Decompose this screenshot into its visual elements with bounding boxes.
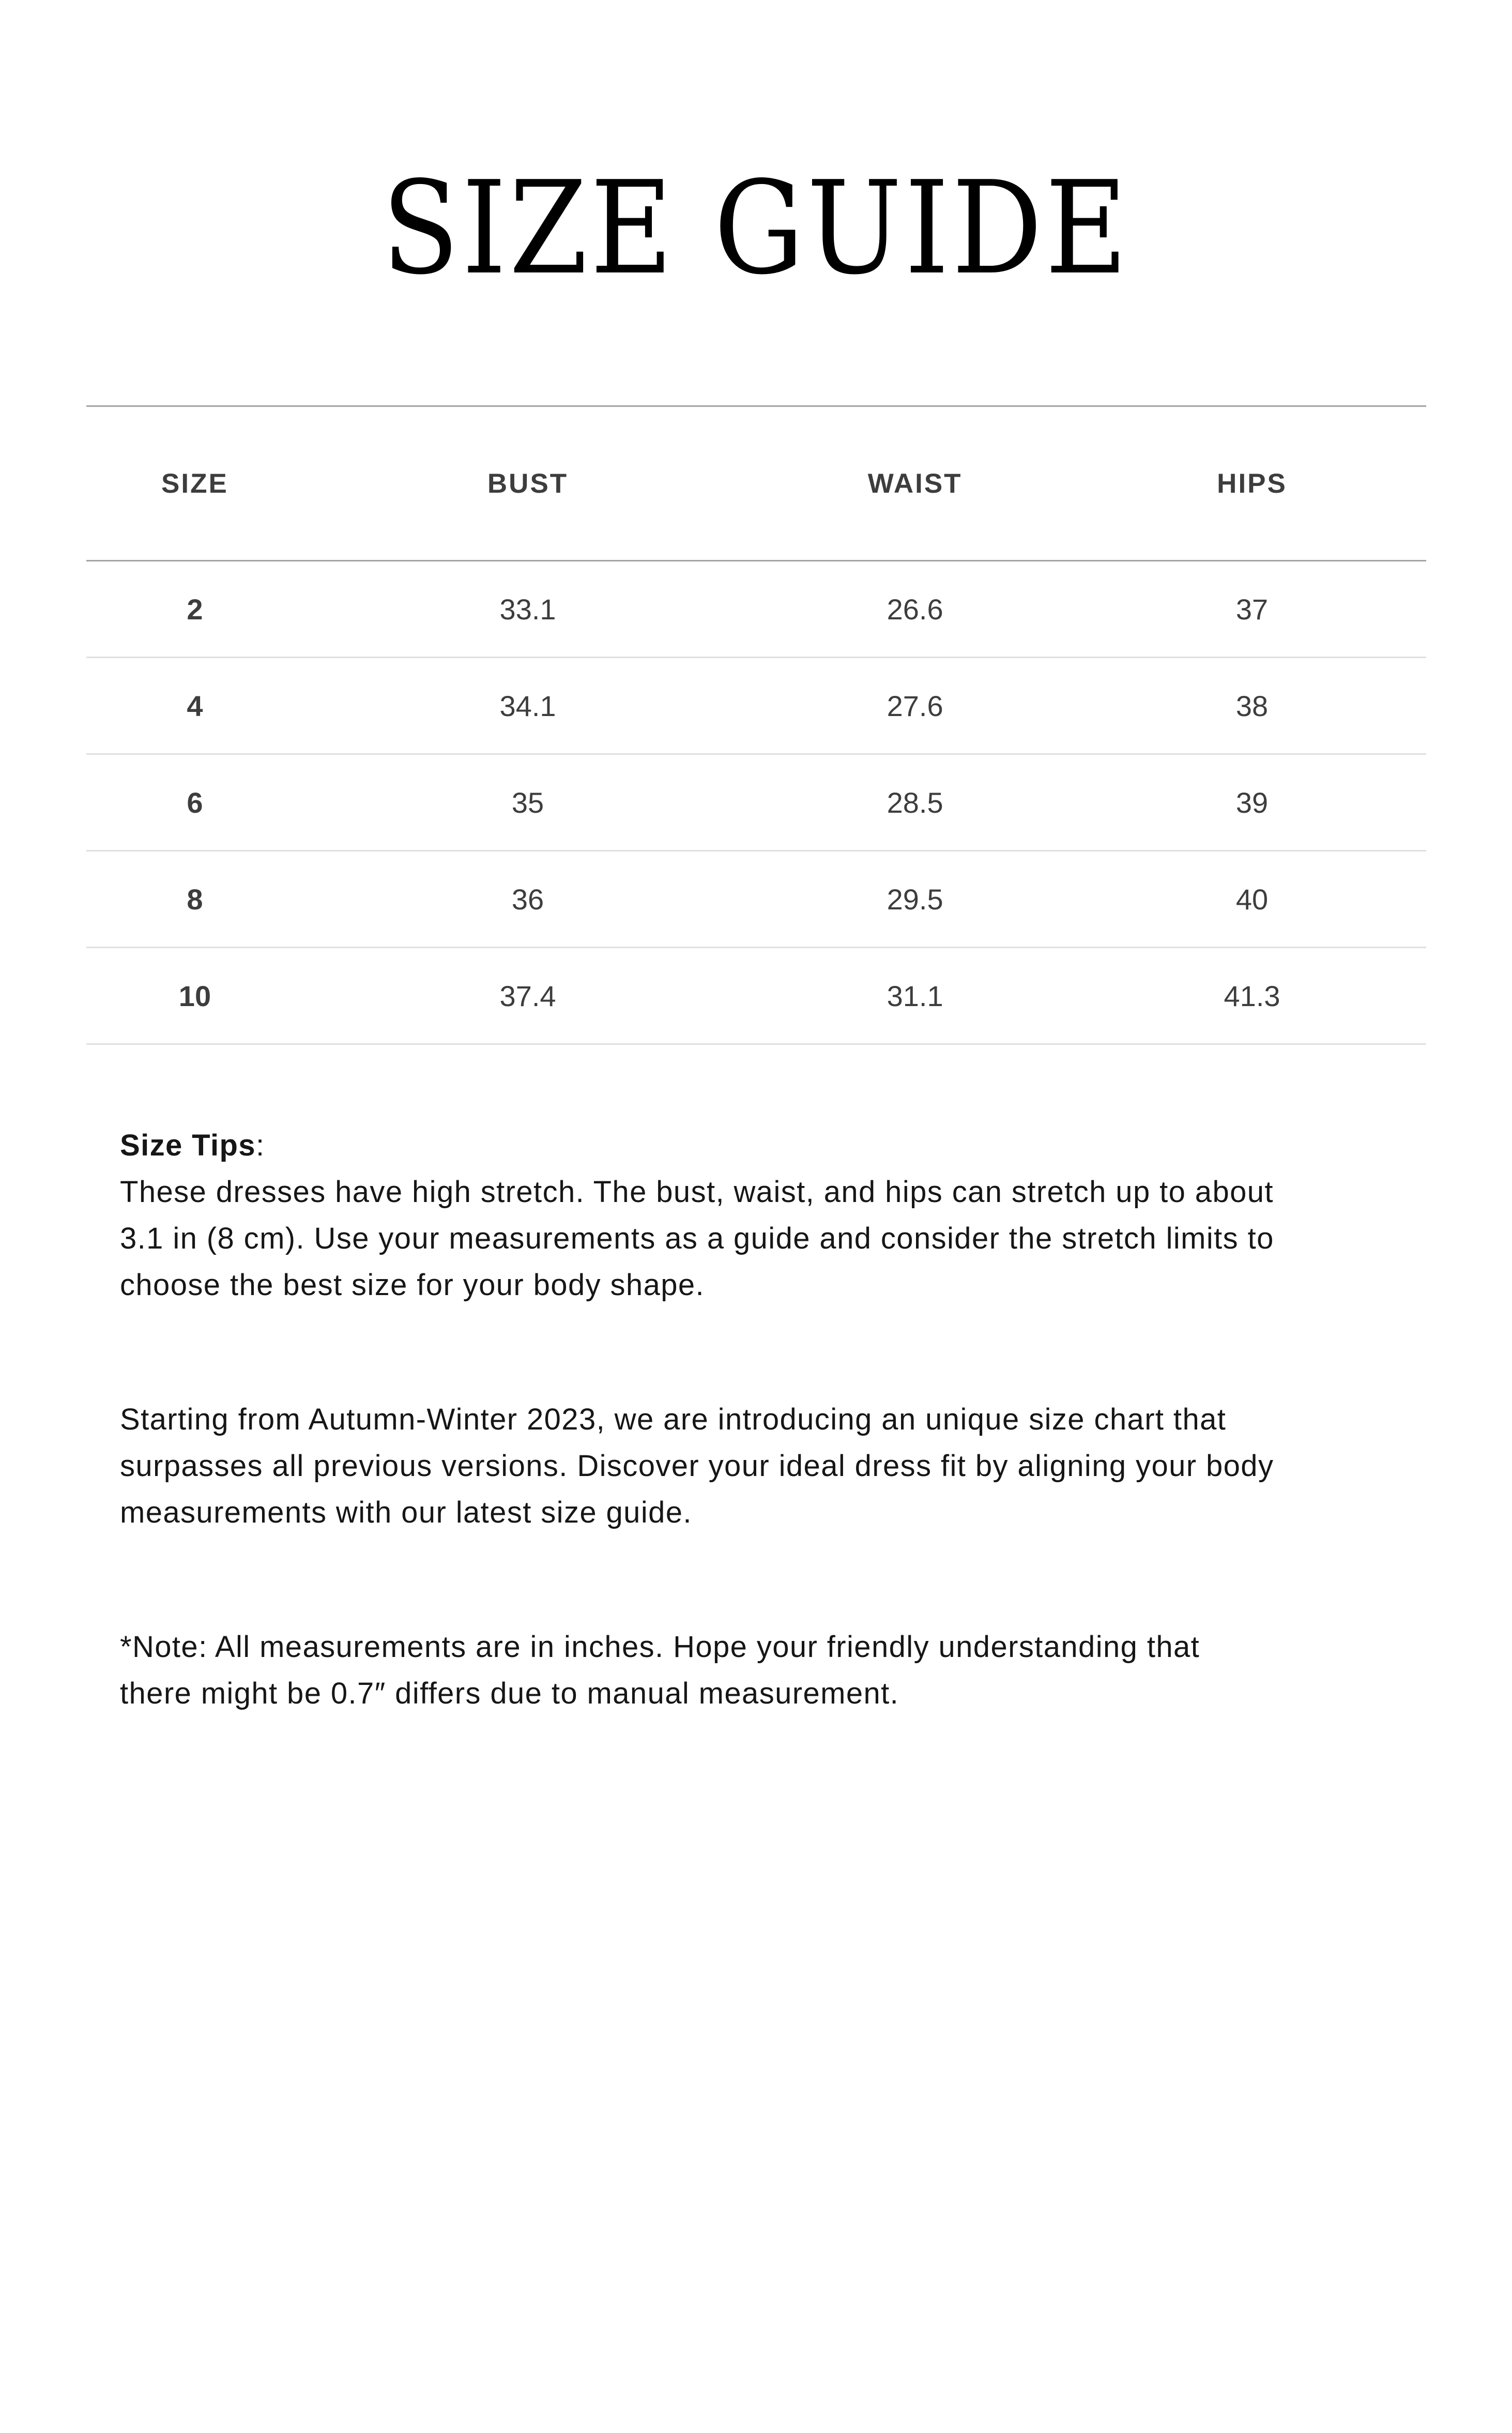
page-title: SIZE GUIDE xyxy=(381,154,1131,303)
size-tips-heading xyxy=(120,1122,1434,1169)
cell-bust: 33.1 xyxy=(303,561,752,658)
paragraph-line: measurements with our latest size guide. xyxy=(120,1496,692,1529)
cell-size: 6 xyxy=(86,754,303,851)
table-row xyxy=(86,948,1426,1044)
cell-waist: 29.5 xyxy=(752,851,1078,948)
size-chart-intro-paragraph xyxy=(120,1396,1434,1536)
cell-bust: 34.1 xyxy=(303,658,752,754)
table-row xyxy=(86,851,1426,948)
size-tips-heading-colon: : xyxy=(255,1129,265,1162)
size-table-header-row xyxy=(86,406,1426,561)
paragraph-line: *Note: All measurements are in inches. Hope your friendly understanding that xyxy=(120,1630,1200,1664)
cell-size: 4 xyxy=(86,658,303,754)
column-header-hips: HIPS xyxy=(1078,406,1426,561)
size-table-section xyxy=(86,405,1426,1045)
cell-hips: 40 xyxy=(1078,851,1426,948)
paragraph-line: Starting from Autumn-Winter 2023, we are introducing an unique size chart that xyxy=(120,1403,1227,1436)
paragraph-line: These dresses have high stretch. The bust, waist, and hips can stretch up to about xyxy=(120,1175,1274,1209)
size-notes-section xyxy=(120,1122,1434,1717)
cell-waist: 27.6 xyxy=(752,658,1078,754)
column-header-size: SIZE xyxy=(86,406,303,561)
size-tips-heading-text: Size Tips xyxy=(120,1129,256,1162)
table-row xyxy=(86,754,1426,851)
cell-hips: 41.3 xyxy=(1078,948,1426,1044)
table-row xyxy=(86,658,1426,754)
cell-waist: 31.1 xyxy=(752,948,1078,1044)
column-header-waist: WAIST xyxy=(752,406,1078,561)
cell-size: 8 xyxy=(86,851,303,948)
cell-hips: 37 xyxy=(1078,561,1426,658)
cell-bust: 36 xyxy=(303,851,752,948)
cell-hips: 39 xyxy=(1078,754,1426,851)
size-table xyxy=(86,405,1426,1045)
stretch-tips-paragraph xyxy=(120,1169,1434,1309)
cell-size: 2 xyxy=(86,561,303,658)
paragraph-line: choose the best size for your body shape. xyxy=(120,1268,705,1302)
table-row xyxy=(86,561,1426,658)
cell-hips: 38 xyxy=(1078,658,1426,754)
paragraph-line: surpasses all previous versions. Discover your ideal dress fit by aligning your body xyxy=(120,1449,1274,1483)
cell-waist: 28.5 xyxy=(752,754,1078,851)
cell-bust: 37.4 xyxy=(303,948,752,1044)
cell-waist: 26.6 xyxy=(752,561,1078,658)
paragraph-line: there might be 0.7″ differs due to manual measurement. xyxy=(120,1677,899,1710)
column-header-bust: BUST xyxy=(303,406,752,561)
measurement-note-paragraph xyxy=(120,1624,1434,1717)
cell-bust: 35 xyxy=(303,754,752,851)
paragraph-line: 3.1 in (8 cm). Use your measurements as a guide and consider the stretch limits to xyxy=(120,1222,1274,1255)
cell-size: 10 xyxy=(86,948,303,1044)
